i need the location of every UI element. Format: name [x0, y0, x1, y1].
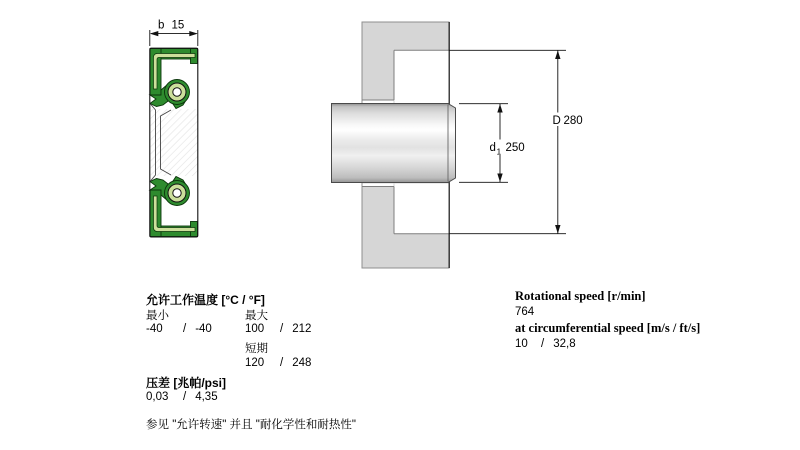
slash-separator: /: [541, 338, 545, 350]
dimension-d1: [488, 104, 528, 182]
pressure-value: [146, 391, 218, 403]
seal-cross-section: [150, 48, 198, 237]
circumferential-speed-value: [515, 338, 576, 350]
temperature-max-label: 最大: [245, 310, 268, 322]
temp-short-fahrenheit: 248: [292, 357, 312, 369]
temp-min-celsius: -40: [146, 323, 163, 335]
speed-fts: 32,8: [553, 338, 576, 350]
rotational-speed-value: 764: [515, 306, 535, 318]
circumferential-speed-header: at circumferential speed [m/s / ft/s]: [515, 321, 701, 335]
shaft: [332, 104, 456, 183]
temperature-max-value: [245, 323, 311, 335]
slash-separator: /: [280, 323, 284, 335]
temp-short-celsius: 120: [245, 357, 265, 369]
short-term-value: [245, 357, 311, 369]
rotational-speed-header: Rotational speed [r/min]: [515, 289, 646, 303]
slash-separator: /: [183, 323, 187, 335]
pressure-mpa: 0,03: [146, 391, 169, 403]
slash-separator: /: [183, 391, 187, 403]
temp-max-celsius: 100: [245, 323, 265, 335]
temp-min-fahrenheit: -40: [195, 323, 212, 335]
pressure-psi: 4,35: [195, 391, 218, 403]
pressure-header: 压差 [兆帕/psi]: [146, 376, 226, 390]
dimension-D: [549, 51, 584, 234]
seal-seat-upper: [395, 51, 450, 104]
temp-max-fahrenheit: 212: [292, 323, 312, 335]
dimension-d1-value: 250: [505, 142, 525, 154]
dimension-b-value: 15: [171, 19, 185, 32]
reference-note: 参见 "允许转速" 并且 "耐化学性和耐热性": [146, 419, 356, 431]
speed-ms: 10: [515, 338, 528, 350]
temperature-header: 允许工作温度 [°C / °F]: [146, 293, 265, 307]
dimension-D-symbol: D: [552, 115, 561, 127]
seal-seat-lower: [395, 184, 450, 234]
installation-cross-section: [332, 22, 567, 268]
slash-separator: /: [280, 357, 284, 369]
short-term-label: 短期: [245, 343, 268, 355]
temperature-min-label: 最小: [146, 310, 169, 322]
dimension-b: [150, 20, 198, 47]
seal-bore-hatch: [151, 109, 198, 176]
dimension-d1-subscript: 1: [496, 146, 502, 157]
dimension-b-symbol: b: [158, 19, 165, 32]
dimension-D-value: 280: [563, 115, 583, 127]
dimension-d1-symbol: d: [489, 142, 496, 154]
temperature-min-value: [146, 323, 212, 335]
